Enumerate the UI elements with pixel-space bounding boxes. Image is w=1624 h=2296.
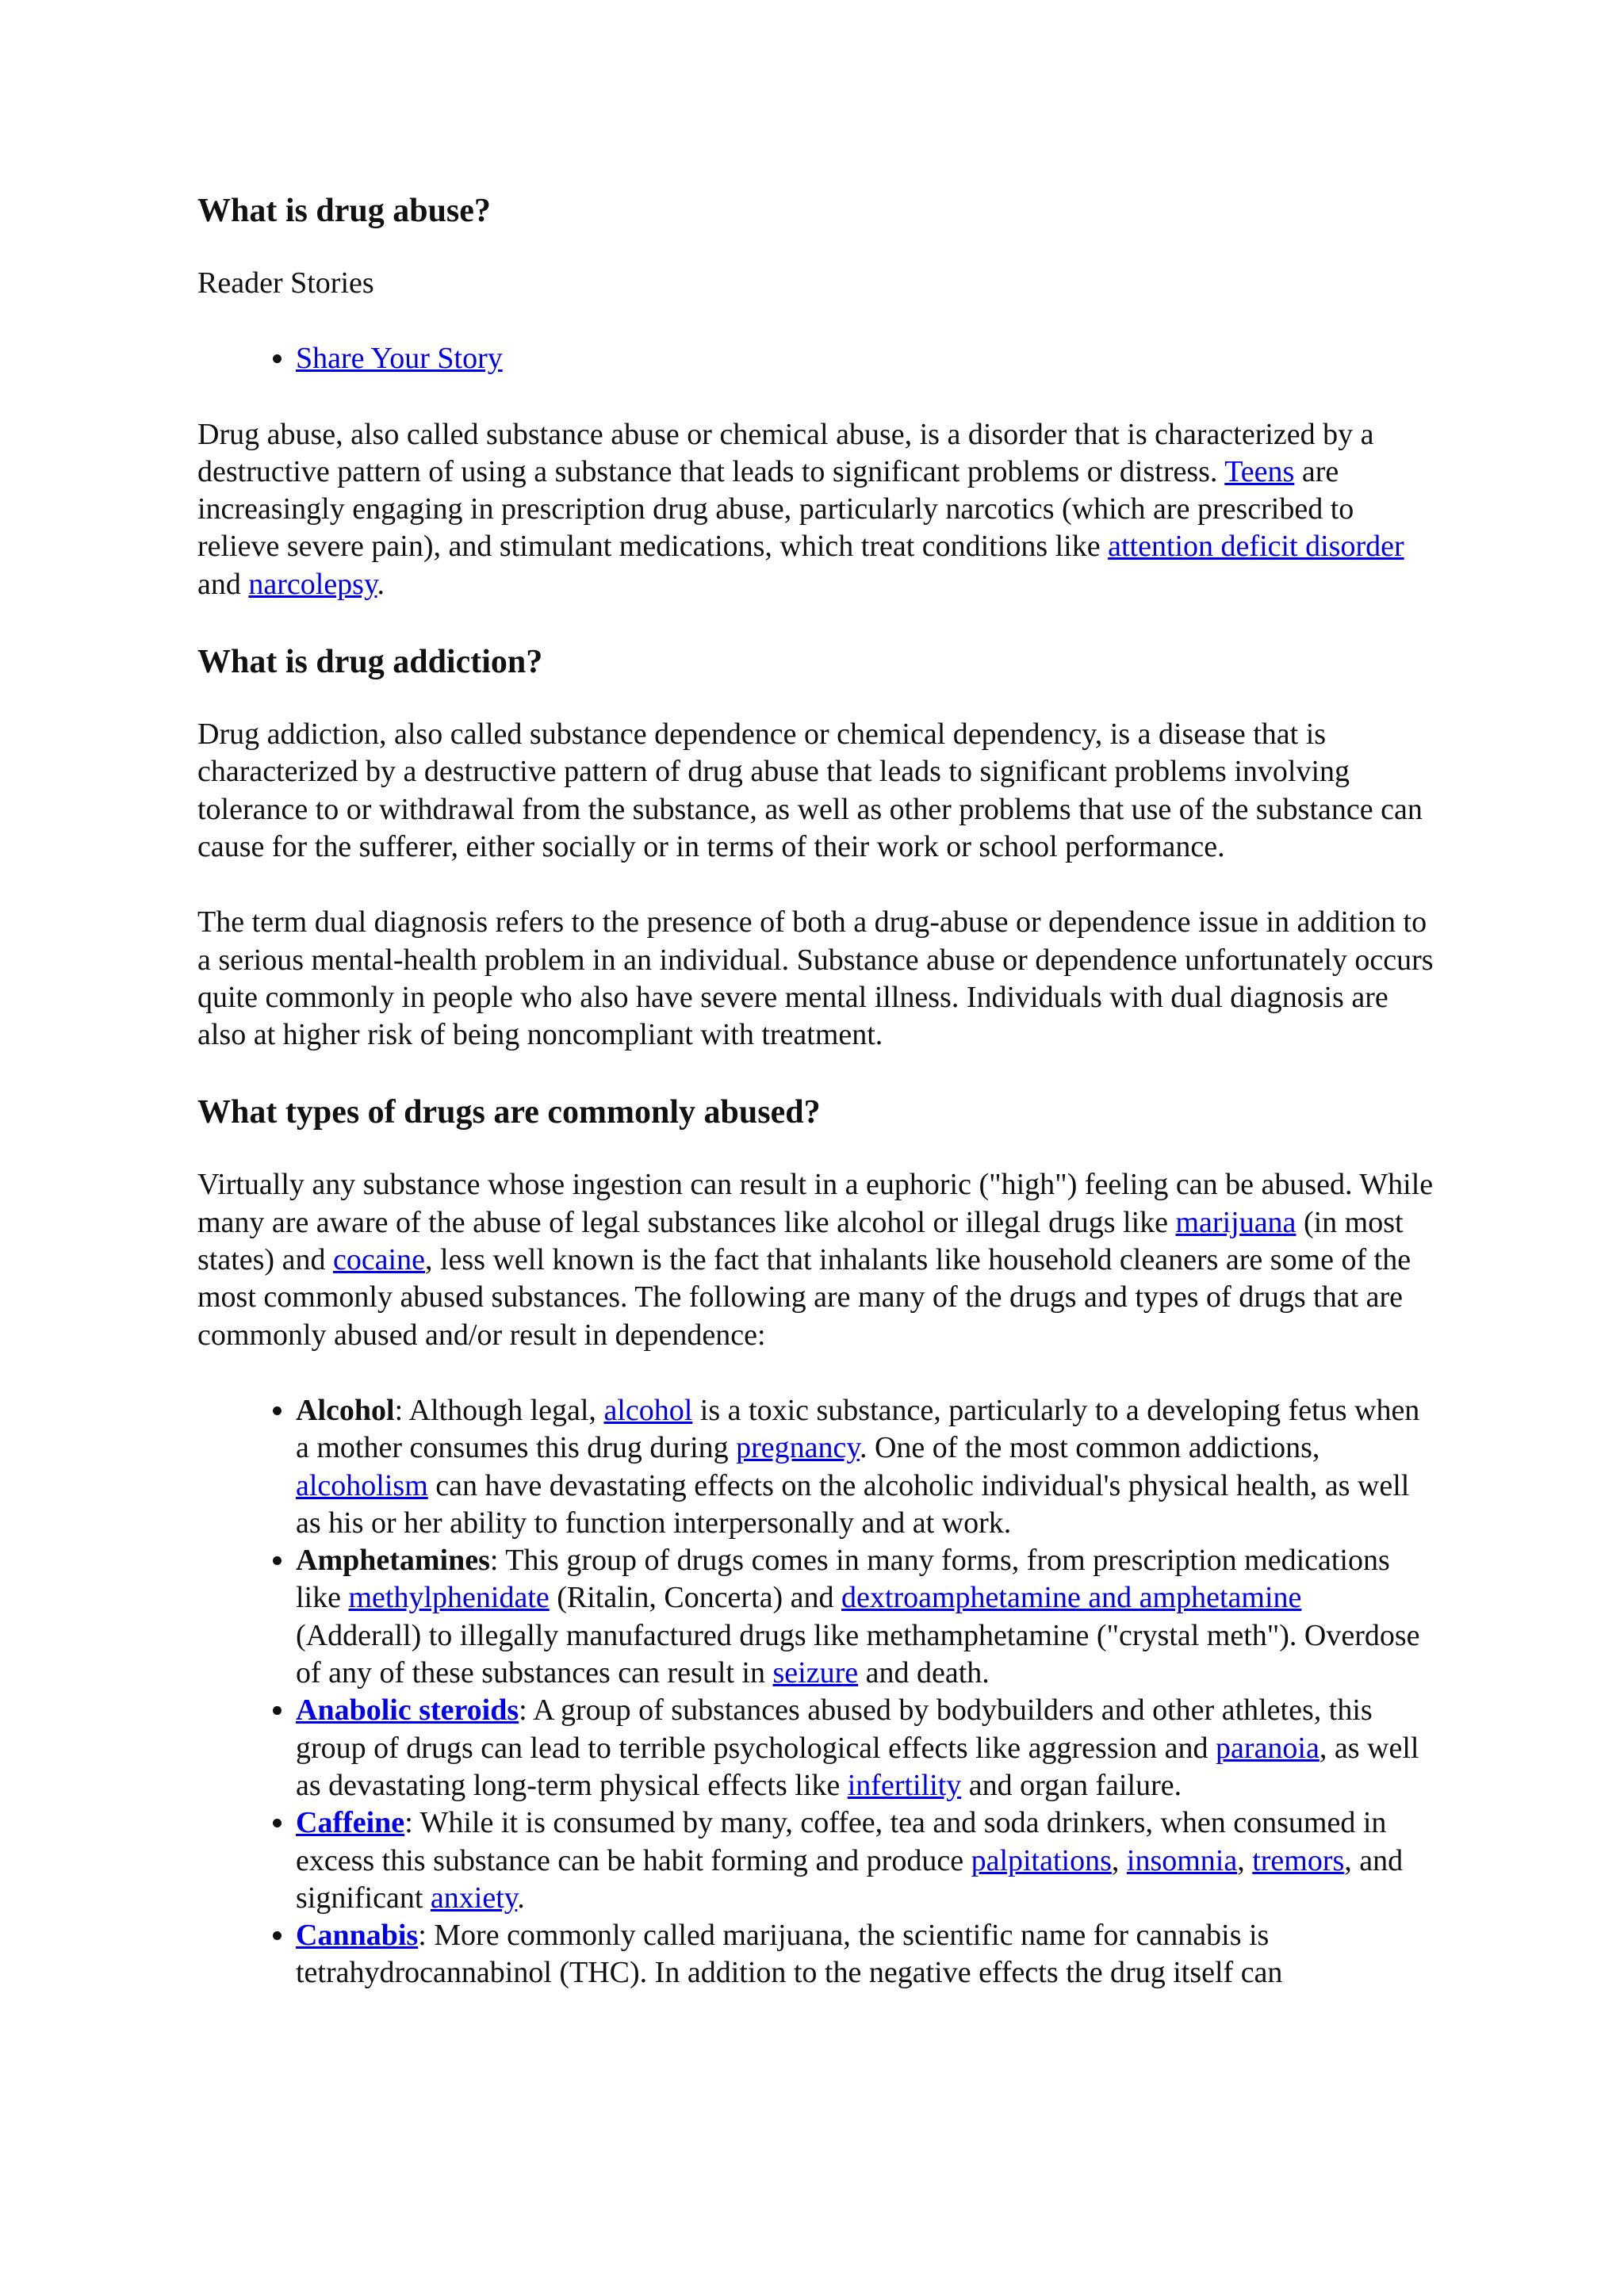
cannabis-link[interactable]: Cannabis xyxy=(296,1919,419,1953)
paragraph-drug-abuse xyxy=(197,416,1434,603)
text-segment: Drug abuse, also called substance abuse or chemical abuse, is a disorder that is characterized by a destructive pattern of using a substance that leads to significant problems or distress. xyxy=(197,417,1374,488)
text-segment: and xyxy=(197,567,249,601)
paranoia-link[interactable]: paranoia xyxy=(1216,1731,1320,1765)
narcolepsy-link[interactable]: narcolepsy xyxy=(248,567,377,601)
text-segment: : Although legal, xyxy=(394,1393,604,1427)
text-segment: is a toxic substance, particularly to a developing fetus when a mother consumes this drug during xyxy=(296,1393,1420,1465)
reader-stories-label: Reader Stories xyxy=(197,266,374,300)
text-segment: , xyxy=(1237,1843,1253,1877)
teens-link[interactable]: Teens xyxy=(1224,454,1295,488)
alcoholism-link[interactable]: alcoholism xyxy=(296,1468,428,1502)
attention-deficit-disorder-link[interactable]: attention deficit disorder xyxy=(1108,530,1404,564)
caffeine-link[interactable]: Caffeine xyxy=(296,1806,405,1840)
dextroamphetamine-link[interactable]: dextroamphetamine and amphetamine xyxy=(841,1581,1302,1615)
paragraph-drug-types xyxy=(197,1166,1434,1353)
text-segment: , less well known is the fact that inhalants like household cleaners are some of the most commonly abused substances. The following are many of the drugs and types of drugs that are commonly abused and/or result in dependence: xyxy=(197,1243,1411,1352)
marijuana-link[interactable]: marijuana xyxy=(1175,1205,1297,1239)
seizure-link[interactable]: seizure xyxy=(772,1656,859,1690)
infertility-link[interactable]: infertility xyxy=(847,1768,962,1802)
list-item-cannabis xyxy=(296,1917,1434,1992)
heading-drug-addiction: What is drug addiction? xyxy=(197,644,543,681)
text-segment: and death. xyxy=(858,1656,990,1690)
term-alcohol: Alcohol xyxy=(296,1393,395,1427)
text-segment: . One of the most common addictions, xyxy=(859,1431,1320,1465)
text-segment: : While it is consumed by many, coffee, tea and soda drinkers, when consumed in excess this substance can be habit forming and produce xyxy=(296,1806,1387,1877)
text-segment: (in most states) and xyxy=(197,1205,1404,1277)
text-segment: and organ failure. xyxy=(961,1768,1182,1802)
anxiety-link[interactable]: anxiety xyxy=(430,1881,518,1915)
heading-drug-abuse: What is drug abuse? xyxy=(197,193,491,229)
text-segment: Virtually any substance whose ingestion can result in a euphoric ("high") feeling can be abused. While many are aware of the abuse of legal substances like alcohol or illegal drugs like xyxy=(197,1168,1434,1239)
text-segment: , xyxy=(1111,1843,1127,1877)
paragraph-drug-addiction: Drug addiction, also called substance dependence or chemical dependency, is a disease that is characterized by a destructive pattern of drug abuse that leads to significant problems involving tolerance to or withdrawal from the substance, as well as other problems that use of the substance can cause for the sufferer, either socially or in terms of their work or school performance. xyxy=(197,718,1423,863)
text-segment: are increasingly engaging in prescription drug abuse, particularly narcotics (which are prescribed to relieve severe pain), and stimulant medications, which treat conditions like xyxy=(197,454,1354,564)
term-amphetamines: Amphetamines xyxy=(296,1544,490,1578)
list-item-alcohol xyxy=(296,1392,1434,1542)
text-segment: (Adderall) to illegally manufactured drugs like methamphetamine ("crystal meth"). Overdose of any of these substances can result in xyxy=(296,1618,1420,1690)
tremors-link[interactable]: tremors xyxy=(1252,1843,1345,1877)
alcohol-link[interactable]: alcohol xyxy=(603,1393,693,1427)
text-segment: (Ritalin, Concerta) and xyxy=(549,1581,842,1615)
text-segment: , as well as devastating long-term physical effects like xyxy=(296,1731,1419,1802)
cocaine-link[interactable]: cocaine xyxy=(332,1243,425,1277)
text-segment: . xyxy=(377,567,385,601)
anabolic-steroids-link[interactable]: Anabolic steroids xyxy=(296,1693,519,1728)
article-body xyxy=(197,190,1434,1992)
list-item-amphetamines xyxy=(296,1542,1434,1692)
text-segment: can have devastating effects on the alcoholic individual's physical health, as well as his or her ability to function interpersonally and at work. xyxy=(296,1468,1410,1540)
methylphenidate-link[interactable]: methylphenidate xyxy=(348,1581,550,1615)
list-item-anabolic-steroids xyxy=(296,1692,1434,1804)
drug-types-list xyxy=(197,1392,1434,1992)
text-segment: : A group of substances abused by bodybuilders and other athletes, this group of drugs can lead to terrible psychological effects like aggression and xyxy=(296,1693,1373,1765)
text-segment: , and significant xyxy=(296,1843,1404,1915)
paragraph-dual-diagnosis: The term dual diagnosis refers to the presence of both a drug-abuse or dependence issue in addition to a serious mental-health problem in an individual. Substance abuse or dependence unfortunately occurs quite commonly in people who also have severe mental illness. Individuals with dual diagnosis are also at higher risk of being noncompliant with treatment. xyxy=(197,905,1434,1052)
list-item-caffeine xyxy=(296,1804,1434,1917)
list-item xyxy=(296,340,1434,377)
palpitations-link[interactable]: palpitations xyxy=(971,1843,1112,1877)
text-segment: : More commonly called marijuana, the scientific name for cannabis is tetrahydrocannabinol (THC). In addition to the negative effects the drug itself can xyxy=(296,1919,1283,1990)
insomnia-link[interactable]: insomnia xyxy=(1126,1843,1238,1877)
text-segment: . xyxy=(517,1881,525,1915)
reader-stories-list xyxy=(197,340,1434,377)
pregnancy-link[interactable]: pregnancy xyxy=(736,1431,860,1465)
text-segment: : This group of drugs comes in many forms, from prescription medications like xyxy=(296,1544,1390,1615)
heading-drug-types: What types of drugs are commonly abused? xyxy=(197,1094,821,1131)
share-your-story-link[interactable]: Share Your Story xyxy=(296,342,503,376)
